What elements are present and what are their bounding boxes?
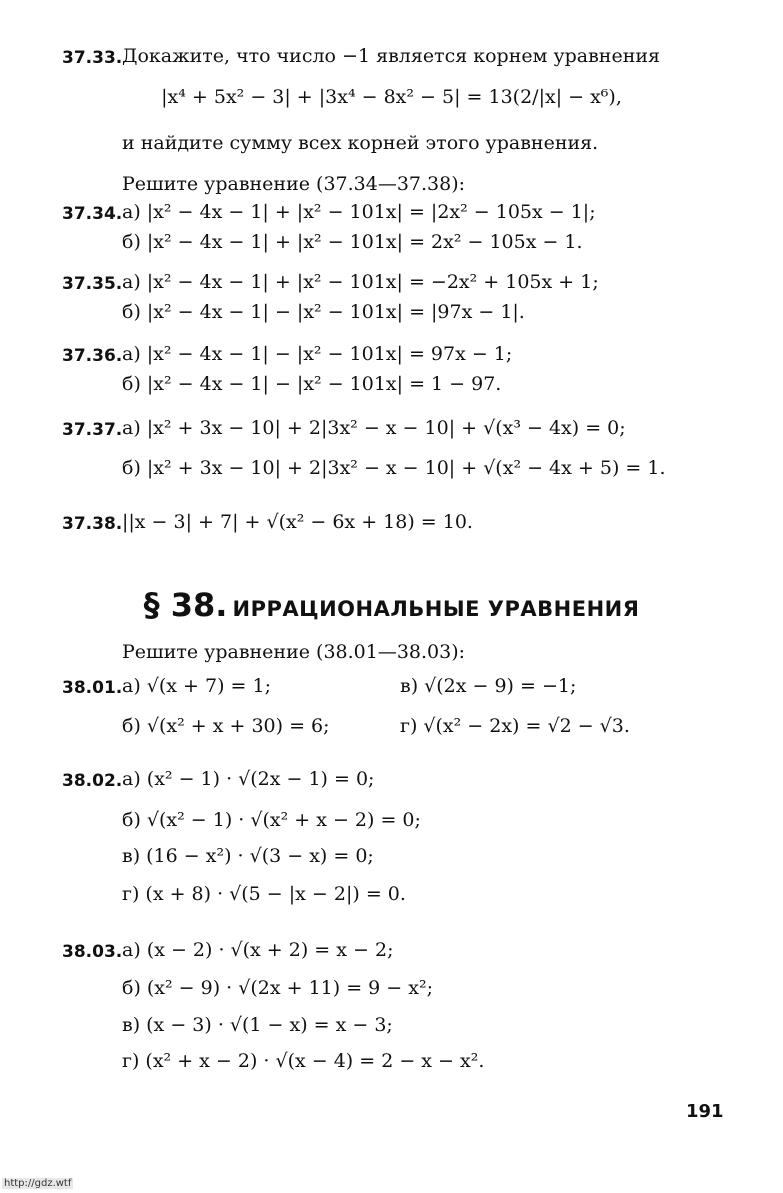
section-heading [0,586,783,624]
problem-part-b: б) |x² − 4x − 1| + |x² − 101x| = 2x² − 105x − 1. [122,231,583,253]
problem-part-b: б) √(x² − 1) · √(x² + x − 2) = 0; [122,809,421,831]
problem-part-a: а) (x² − 1) · √(2x − 1) = 0; [122,768,375,790]
problem-part-b: б) (x² − 9) · √(2x + 11) = 9 − x²; [122,977,433,999]
problem-part-g: г) (x² + x − 2) · √(x − 4) = 2 − x − x². [122,1050,485,1072]
problem-number: 37.34. [62,204,123,224]
problem-part-b: б) |x² + 3x − 10| + 2|3x² − x − 10| + √(x² − 4x + 5) = 1. [122,457,666,479]
problem-part-a: а) |x² + 3x − 10| + 2|3x² − x − 10| + √(x³ − 4x) = 0; [122,417,626,439]
problem-part-g: г) √(x² − 2x) = √2 − √3. [400,715,630,737]
equation: |x⁴ + 5x² − 3| + |3x⁴ − 8x² − 5| = 13(2/|x| − x⁶), [161,86,622,108]
problem-number: 37.37. [62,420,123,440]
problem-text: ||x − 3| + 7| + √(x² − 6x + 18) = 10. [122,511,473,533]
instruction: Решите уравнение (37.34—37.38): [122,173,466,195]
problem-number: 37.33. [62,48,123,68]
problem-part-v: в) (16 − x²) · √(3 − x) = 0; [122,845,374,867]
problem-part-a: а) |x² − 4x − 1| + |x² − 101x| = −2x² + 105x + 1; [122,271,599,293]
problem-part-a: а) |x² − 4x − 1| − |x² − 101x| = 97x − 1; [122,343,513,365]
problem-part-g: г) (x + 8) · √(5 − |x − 2|) = 0. [122,883,406,905]
problem-part-v: в) (x − 3) · √(1 − x) = x − 3; [122,1014,393,1036]
problem-text: Докажите, что число −1 является корнем уравнения [122,45,661,67]
problem-part-b: б) |x² − 4x − 1| − |x² − 101x| = |97x − 1|. [122,301,525,323]
section-title: ИРРАЦИОНАЛЬНЫЕ УРАВНЕНИЯ [232,597,640,621]
problem-part-a: а) (x − 2) · √(x + 2) = x − 2; [122,939,394,961]
problem-part-v: в) √(2x − 9) = −1; [400,675,577,697]
problem-part-a: а) |x² − 4x − 1| + |x² − 101x| = |2x² − 105x − 1|; [122,201,596,223]
problem-part-b: б) √(x² + x + 30) = 6; [122,715,330,737]
problem-text: и найдите сумму всех корней этого уравнения. [122,132,599,154]
problem-number: 37.35. [62,274,123,294]
instruction: Решите уравнение (38.01—38.03): [122,641,466,663]
problem-number: 37.36. [62,346,123,366]
page-number: 191 [686,1101,724,1122]
problem-number: 38.03. [62,942,123,962]
problem-part-b: б) |x² − 4x − 1| − |x² − 101x| = 1 − 97. [122,373,502,395]
problem-part-a: а) √(x + 7) = 1; [122,675,272,697]
problem-number: 38.01. [62,678,123,698]
problem-number: 38.02. [62,771,123,791]
problem-number: 37.38. [62,514,123,534]
section-number: § 38. [143,586,228,624]
watermark-link[interactable]: http://gdz.wtf [4,1178,72,1189]
